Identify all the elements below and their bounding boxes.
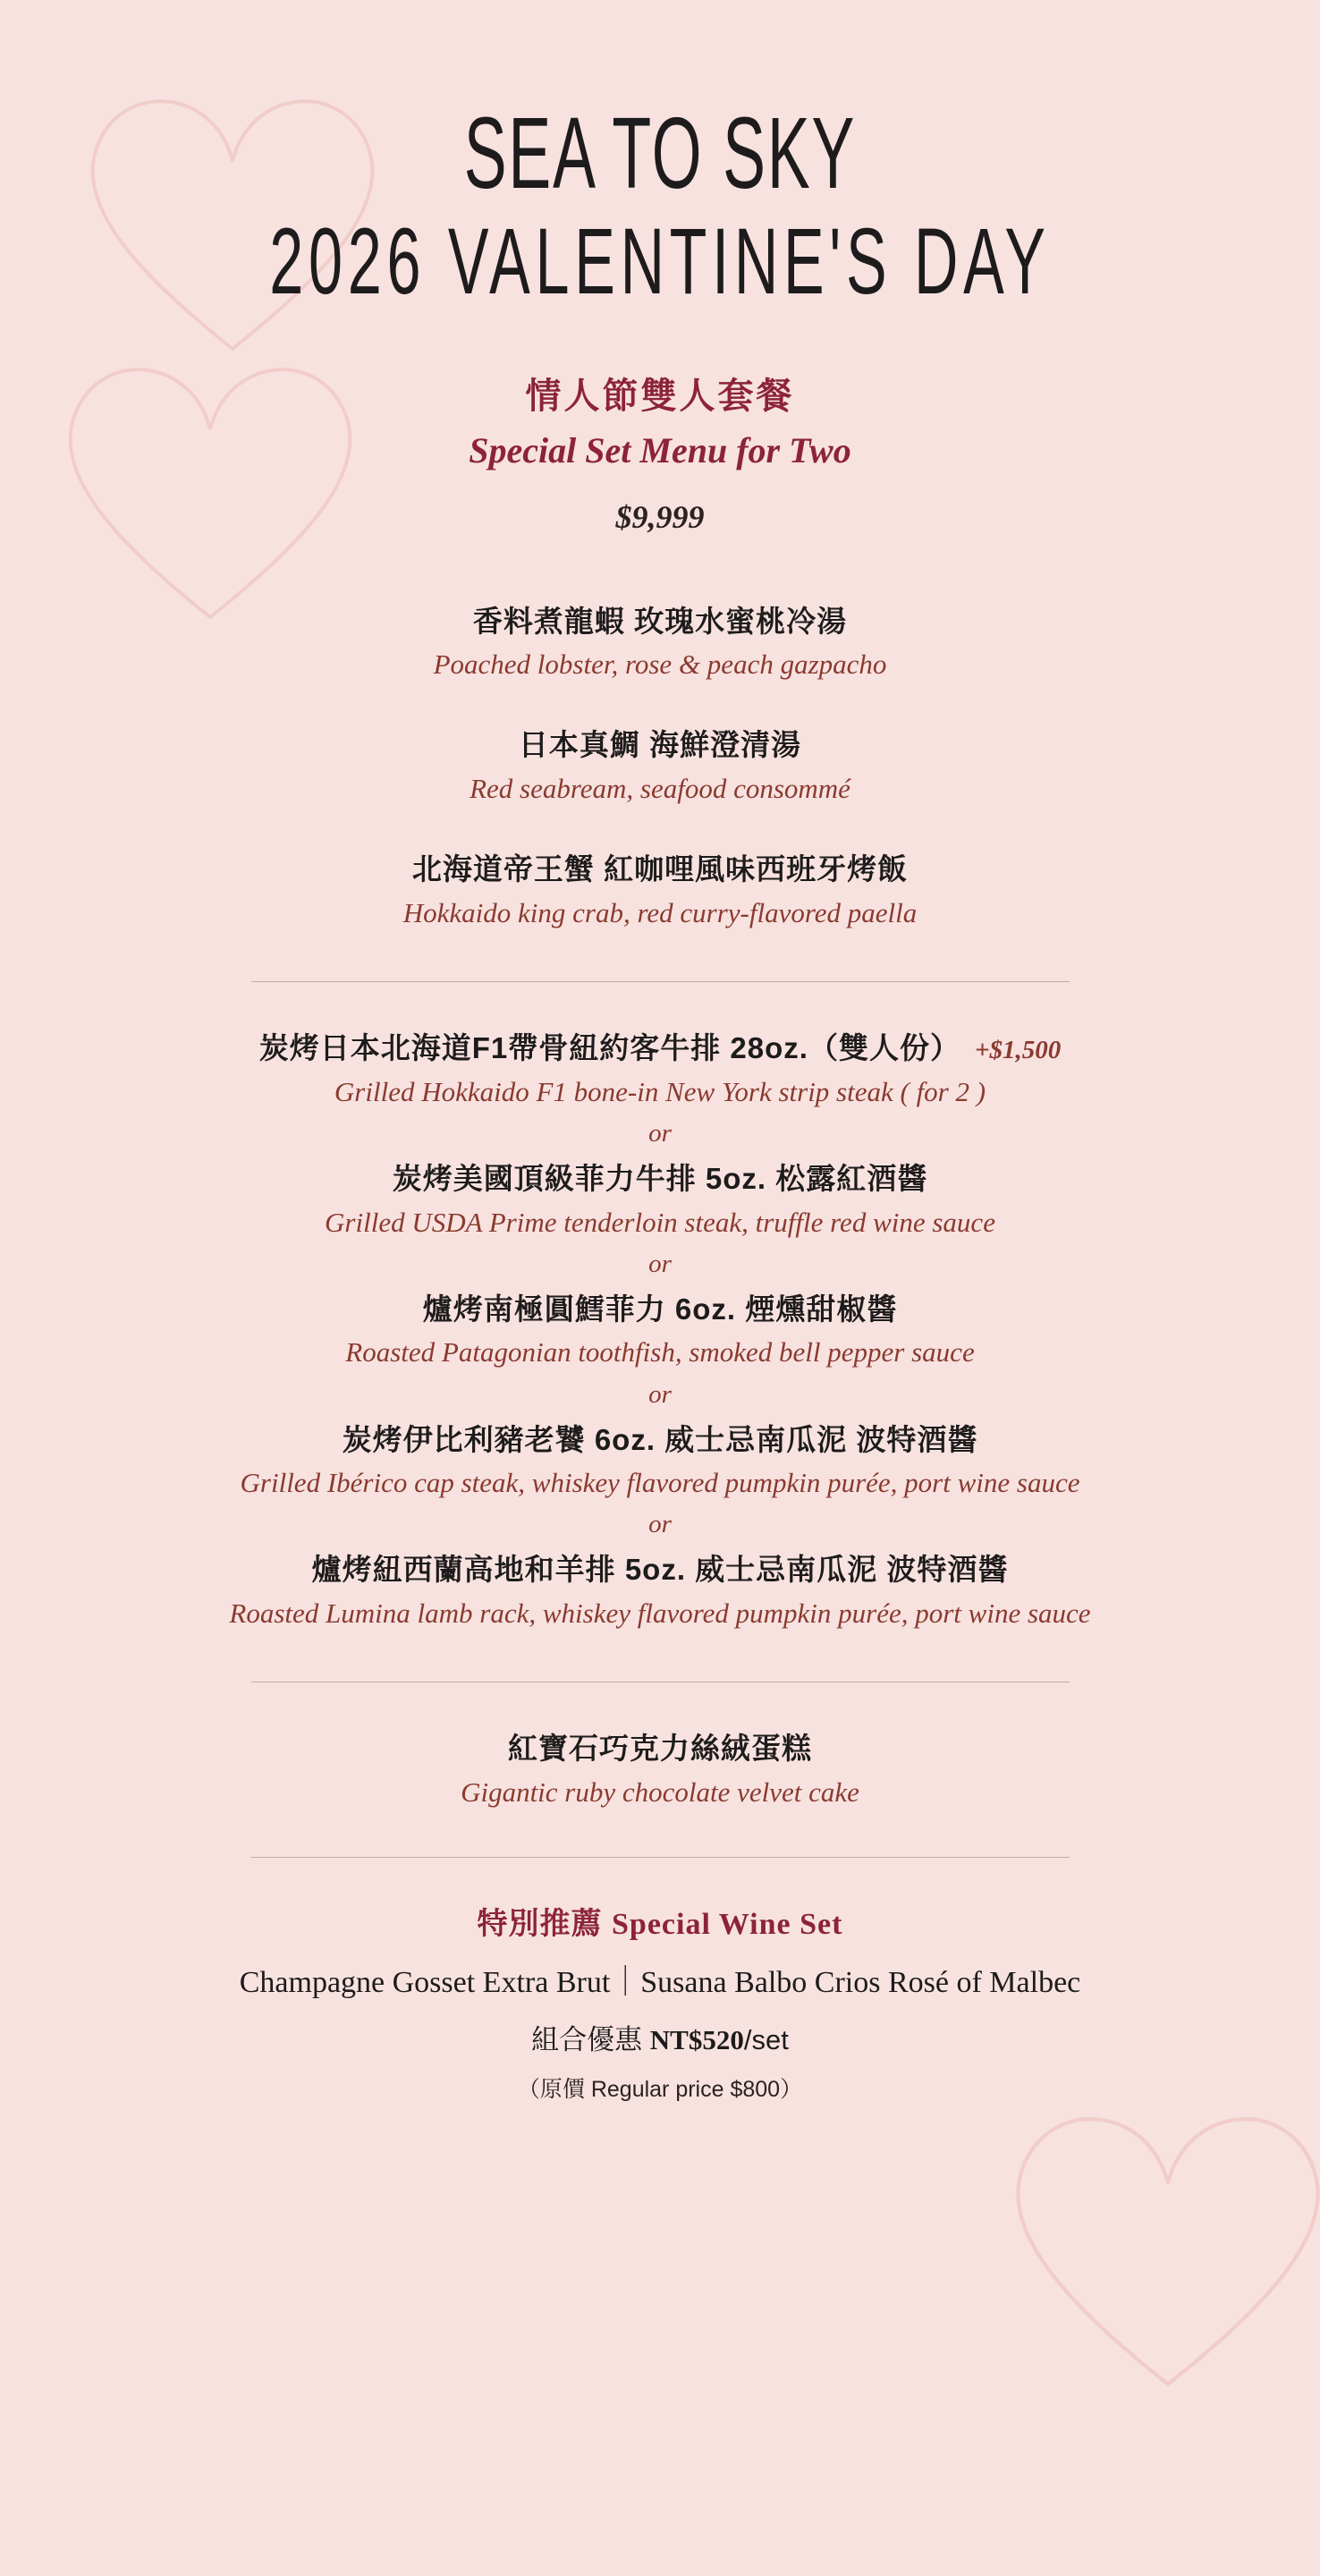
main-name-english: Roasted Lumina lamb rack, whiskey flavored pumpkin purée, port wine sauce: [229, 1597, 1091, 1630]
appetizer-course-list: [54, 602, 1266, 932]
wine-offer-amount: NT$520: [649, 2024, 744, 2056]
main-option: [54, 1159, 1266, 1241]
course-item: [54, 850, 1266, 931]
wine-heading-english: Special Wine Set: [612, 1908, 843, 1942]
main-name-english: Roasted Patagonian toothfish, smoked bell pepper sauce: [345, 1336, 975, 1368]
or-separator: or: [648, 1118, 672, 1148]
main-name-chinese: 爐烤紐西蘭高地和羊排 5oz. 威士忌南瓜泥 波特酒醬: [311, 1553, 1009, 1587]
main-supplement-price: +$1,500: [974, 1036, 1062, 1065]
event-title: 2026 VALENTINE'S DAY: [269, 210, 1051, 315]
course-name-chinese: 日本真鯛 海鮮澄清湯: [518, 728, 802, 762]
course-name-english: Poached lobster, rose & peach gazpacho: [433, 648, 887, 681]
menu-subtitle-block: [54, 368, 1266, 536]
divider-after-appetizers: [251, 981, 1070, 982]
course-item: [54, 725, 1266, 807]
main-name-chinese: 爐烤南極圓鱈菲力 6oz. 煙燻甜椒醬: [422, 1292, 898, 1326]
subtitle-english: Special Set Menu for Two: [469, 429, 851, 470]
wine-heading: [54, 1899, 1266, 1943]
course-name-english: Red seabream, seafood consommé: [470, 772, 850, 804]
wine-offer: [54, 2017, 1266, 2057]
dessert-name-chinese: 紅寶石巧克力絲絨蛋糕: [508, 1732, 812, 1766]
main-option: [54, 1290, 1266, 1371]
main-option: [54, 1029, 1266, 1110]
course-name-english: Hokkaido king crab, red curry-flavored paella: [402, 896, 918, 928]
wine-regular-price: （原價 Regular price $800）: [517, 2077, 803, 2103]
wine-offer-unit: /set: [743, 2024, 789, 2056]
main-name-english: Grilled USDA Prime tenderloin steak, truffle red wine sauce: [325, 1206, 995, 1238]
wine-items: Champagne Gosset Extra Brut｜Susana Balbo Crios Rosé of Malbec: [239, 1966, 1081, 2000]
subtitle-chinese: 情人節雙人套餐: [525, 376, 795, 416]
main-name-chinese: 炭烤伊比利豬老饕 6oz. 威士忌南瓜泥 波特酒醬: [342, 1422, 978, 1456]
main-name-english: Grilled Ibérico cap steak, whiskey flavored pumpkin purée, port wine sauce: [240, 1467, 1080, 1499]
course-name-chinese: 香料煮龍蝦 玫瑰水蜜桃冷湯: [472, 604, 848, 638]
main-name-chinese: [54, 1029, 1266, 1069]
main-option: [54, 1550, 1266, 1631]
main-name-chinese-text: 炭烤日本北海道F1帶骨紐約客牛排 28oz.（雙人份）: [258, 1031, 960, 1065]
main-name-chinese: 炭烤美國頂級菲力牛排 5oz. 松露紅酒醬: [392, 1161, 928, 1195]
or-separator: or: [648, 1379, 672, 1409]
wine-heading-chinese: 特別推薦: [477, 1907, 603, 1942]
wine-set-section: [54, 1899, 1266, 2104]
course-name-chinese: 北海道帝王蟹 紅咖哩風味西班牙烤飯: [411, 852, 909, 886]
main-option: [54, 1420, 1266, 1502]
wine-offer-label: 組合優惠: [531, 2024, 643, 2056]
divider-after-dessert: [251, 1857, 1070, 1858]
dessert-name-english: Gigantic ruby chocolate velvet cake: [461, 1775, 859, 1808]
menu-header: [54, 0, 1266, 315]
course-item: [54, 602, 1266, 683]
main-name-english: Grilled Hokkaido F1 bone-in New York strip steak ( for 2 ): [334, 1075, 986, 1107]
or-separator: or: [648, 1510, 672, 1539]
set-menu-price: $9,999: [615, 498, 705, 535]
main-course-list: [54, 1029, 1266, 1631]
restaurant-title: SEA TO SKY: [463, 95, 857, 210]
or-separator: or: [648, 1249, 672, 1278]
dessert-item: [54, 1729, 1266, 1810]
